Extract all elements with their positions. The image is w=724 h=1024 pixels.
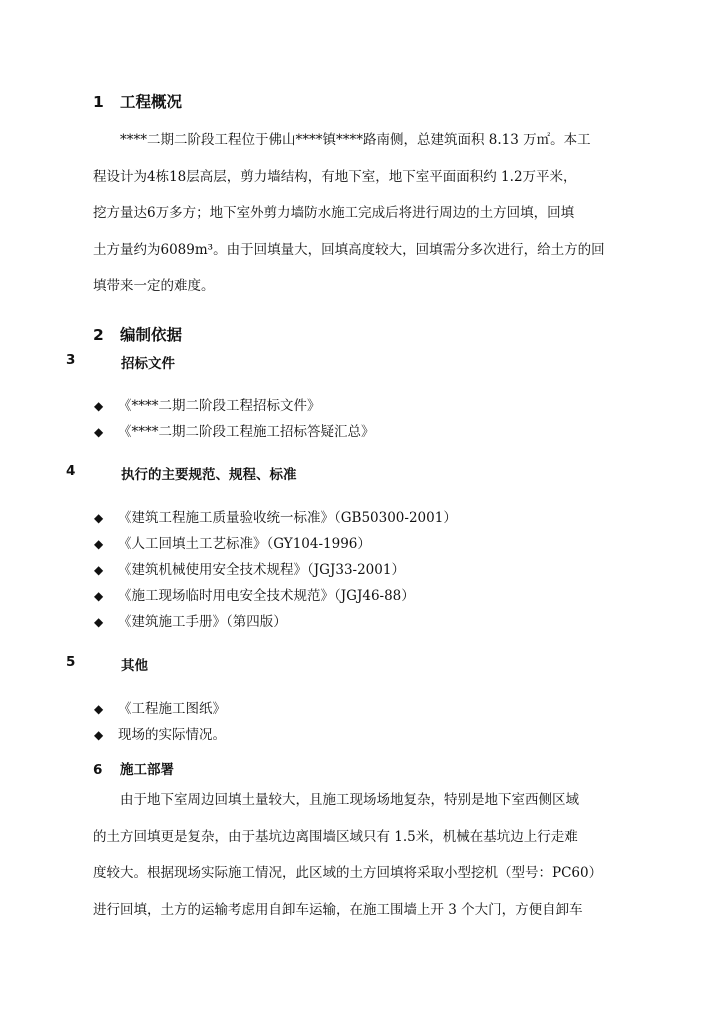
bullet-item xyxy=(94,506,457,526)
section-title: 编制依据 xyxy=(120,326,183,344)
diamond-bullet-icon: ◆ xyxy=(94,537,104,551)
paragraph-line: 程设计为4栋18层高层，剪力墙结构，有地下室，地下室平面面积约 1.2万平米， xyxy=(93,168,577,185)
bullet-item xyxy=(94,584,415,604)
bullet-text: 《建筑施工手册》（第四版） xyxy=(118,614,287,630)
section-1-paragraph xyxy=(93,122,633,305)
paragraph-line: 度较大。根据现场实际施工情况，此区域的土方回填将采取小型挖机（型号：PC60） xyxy=(93,865,603,881)
paragraph-line: 进行回填，土方的运输考虑用自卸车运输，在施工围墙上开 3 个大门，方便自卸车 xyxy=(93,901,583,918)
paragraph-line: 的土方回填更是复杂，由于基坑边离围墙区域只有 1.5米，机械在基坑边上行走难 xyxy=(93,828,578,845)
section-number: 4 xyxy=(66,463,76,479)
diamond-bullet-icon: ◆ xyxy=(94,425,104,439)
section-title: 施工部署 xyxy=(120,762,174,778)
section-2-heading xyxy=(93,323,182,345)
paragraph-line: 挖方量达6万多方；地下室外剪力墙防水施工完成后将进行周边的土方回填，回填 xyxy=(93,205,575,221)
section-6-paragraph xyxy=(93,782,633,928)
bullet-text: 现场的实际情况。 xyxy=(118,727,226,743)
bullet-text: 《施工现场临时用电安全技术规范》（JGJ46-88） xyxy=(118,588,415,604)
bullet-item xyxy=(94,532,371,552)
section-1-heading xyxy=(93,90,182,112)
bullet-text: 《工程施工图纸》 xyxy=(118,701,226,717)
diamond-bullet-icon: ◆ xyxy=(94,702,104,716)
diamond-bullet-icon: ◆ xyxy=(94,589,104,603)
section-number: 2 xyxy=(93,326,104,344)
section-3-heading xyxy=(66,352,466,372)
section-number: 1 xyxy=(93,93,104,111)
bullet-item xyxy=(94,394,321,414)
section-4-heading xyxy=(66,463,466,483)
paragraph-line: 由于地下室周边回填土量较大，且施工现场场地复杂，特别是地下室西侧区域 xyxy=(120,792,579,808)
section-number: 6 xyxy=(93,762,103,778)
bullet-item xyxy=(94,558,405,578)
section-title: 工程概况 xyxy=(120,93,183,111)
diamond-bullet-icon: ◆ xyxy=(94,563,104,577)
section-5-heading xyxy=(66,654,466,674)
diamond-bullet-icon: ◆ xyxy=(94,728,104,742)
section-title: 其他 xyxy=(121,658,148,674)
bullet-text: 《建筑机械使用安全技术规程》（JGJ33-2001） xyxy=(118,562,405,578)
section-number: 3 xyxy=(66,352,76,368)
section-title: 执行的主要规范、规程、标准 xyxy=(121,467,297,483)
bullet-item xyxy=(94,723,226,743)
bullet-text: 《建筑工程施工质量验收统一标准》（GB50300-2001） xyxy=(118,510,457,526)
diamond-bullet-icon: ◆ xyxy=(94,399,104,413)
diamond-bullet-icon: ◆ xyxy=(94,615,104,629)
paragraph-line: 填带来一定的难度。 xyxy=(93,278,215,294)
paragraph-line: 土方量约为6089m³。由于回填量大，回填高度较大，回填需分多次进行，给土方的回 xyxy=(93,241,605,258)
bullet-item xyxy=(94,697,226,717)
section-number: 5 xyxy=(66,654,76,670)
bullet-text: 《人工回填土工艺标准》（GY104-1996） xyxy=(118,536,371,552)
paragraph-line: ****二期二阶段工程位于佛山****镇****路南侧，总建筑面积 8.13 万㎡。本工 xyxy=(120,132,591,148)
section-6-heading xyxy=(93,758,174,778)
diamond-bullet-icon: ◆ xyxy=(94,511,104,525)
bullet-item xyxy=(94,610,287,630)
bullet-text: 《****二期二阶段工程施工招标答疑汇总》 xyxy=(118,424,375,440)
bullet-item xyxy=(94,420,375,440)
bullet-text: 《****二期二阶段工程招标文件》 xyxy=(118,398,321,414)
section-title: 招标文件 xyxy=(121,356,175,372)
